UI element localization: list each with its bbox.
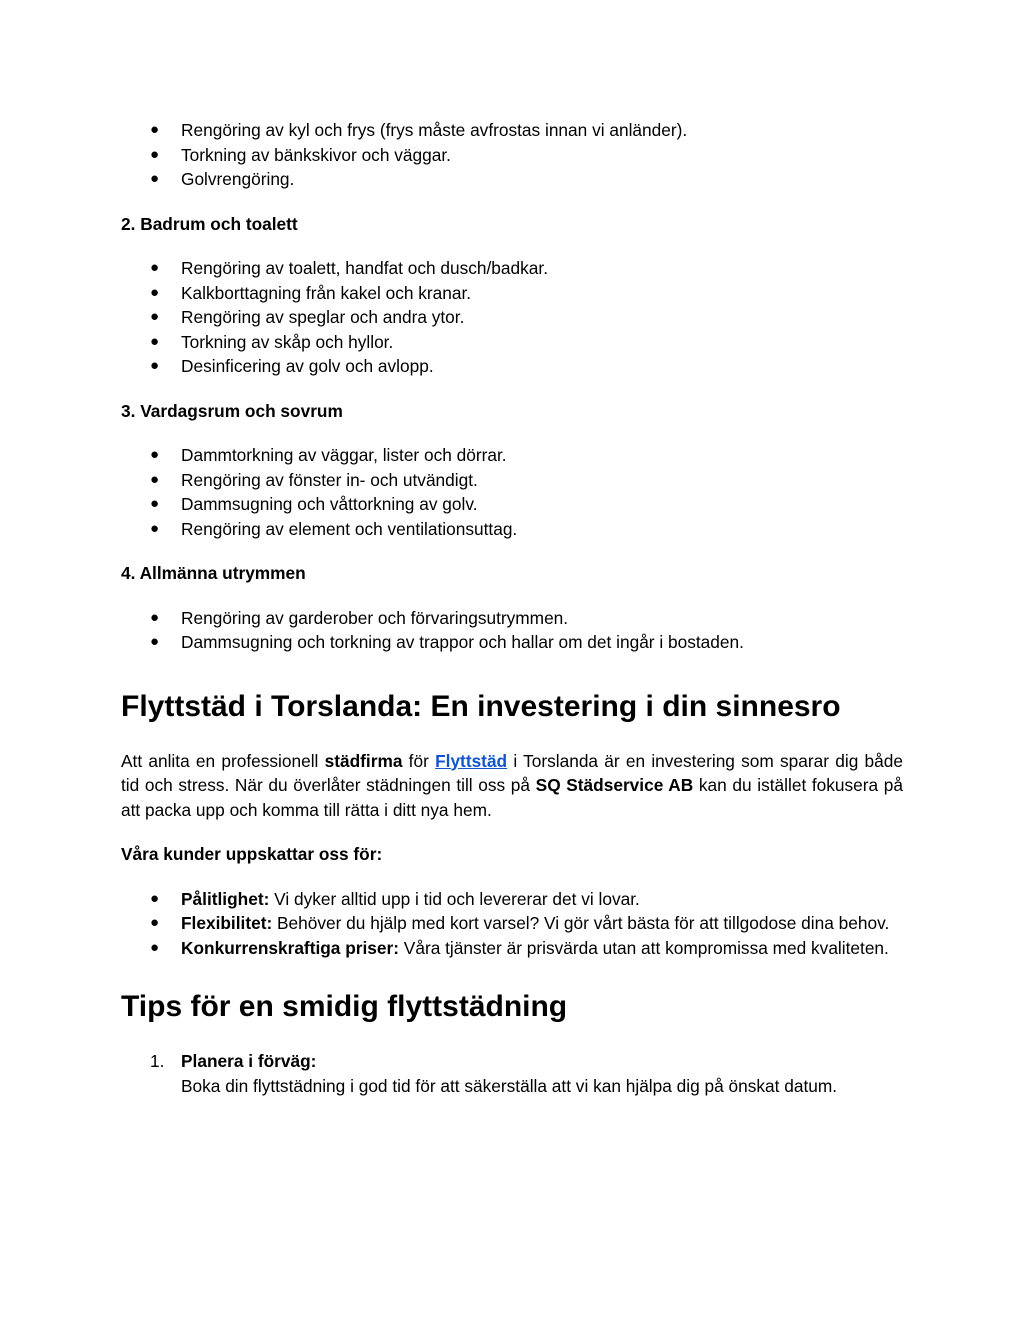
list-item: ● Rengöring av speglar och andra ytor. <box>121 305 903 330</box>
tips-list <box>121 1049 903 1098</box>
list-item: ● Torkning av skåp och hyllor. <box>121 330 903 355</box>
bullet-icon: ● <box>150 145 160 163</box>
bullet-icon: ● <box>150 608 160 626</box>
flyttstad-link[interactable]: Flyttstäd <box>435 750 508 771</box>
list-item: ● Rengöring av garderober och förvaringsutrymmen. <box>121 606 903 631</box>
bullet-icon: ● <box>150 283 160 301</box>
heading-investment: Flyttstäd i Torslanda: En investering i din sinnesro <box>121 689 841 723</box>
list-item: ● Flexibilitet: Behöver du hjälp med kort varsel? Vi gör vårt bästa för att tillgodose dina behov. <box>121 911 903 936</box>
tip-title: Planera i förväg: <box>181 1051 317 1071</box>
bullet-icon: ● <box>150 938 160 956</box>
list-item: ● Torkning av bänkskivor och väggar. <box>121 143 903 168</box>
list-number: 1. <box>150 1051 165 1071</box>
list-item: ● Rengöring av toalett, handfat och dusch/badkar. <box>121 256 903 281</box>
bullet-icon: ● <box>150 121 160 138</box>
list-item: ● Dammsugning och torkning av trappor och hallar om det ingår i bostaden. <box>121 630 903 655</box>
list-item: ● Desinficering av golv och avlopp. <box>121 354 903 379</box>
section-heading-customers: Våra kunder uppskattar oss för: <box>121 844 383 864</box>
list-item: ● Rengöring av element och ventilationsuttag. <box>121 517 903 542</box>
bullet-icon: ● <box>150 357 160 374</box>
section-heading-bathroom: 2. Badrum och toalett <box>121 213 298 234</box>
list-item: ● Konkurrenskraftiga priser: Våra tjänster är prisvärda utan att kompromissa med kvaliteten. <box>121 936 903 961</box>
list-item: ● Dammsugning och våttorkning av golv. <box>121 492 903 517</box>
living-list <box>121 443 903 541</box>
customers-list <box>121 887 903 961</box>
bullet-icon: ● <box>150 446 160 463</box>
bullet-icon: ● <box>150 259 160 276</box>
section-heading-common: 4. Allmänna utrymmen <box>121 563 306 583</box>
bullet-icon: ● <box>150 519 160 537</box>
bullet-icon: ● <box>150 332 160 350</box>
bullet-icon: ● <box>150 495 160 512</box>
bullet-icon: ● <box>150 914 160 931</box>
common-list <box>121 606 903 655</box>
list-item: ● Rengöring av fönster in- och utvändigt. <box>121 468 903 493</box>
investment-paragraph: Att anlita en professionell städfirma för Flyttstäd i Torslanda är en investering som sparar dig både tid och stress. När du överlåter städningen till oss på SQ Städservice AB kan du istället fokusera på att packa upp och komma till rätta i ditt nya hem. <box>121 750 904 820</box>
bathroom-list <box>121 256 903 379</box>
list-item: ● Kalkborttagning från kakel och kranar. <box>121 281 903 306</box>
bullet-icon: ● <box>150 170 160 187</box>
list-item: ● Dammtorkning av väggar, lister och dörrar. <box>121 443 903 468</box>
list-item: ● Pålitlighet: Vi dyker alltid upp i tid och levererar det vi lovar. <box>121 887 903 912</box>
heading-tips: Tips för en smidig flyttstädning <box>121 990 568 1023</box>
list-item <box>121 1049 903 1098</box>
section-heading-living: 3. Vardagsrum och sovrum <box>121 400 343 421</box>
bullet-icon: ● <box>150 470 160 488</box>
tip-text: Boka din flyttstädning i god tid för att säkerställa att vi kan hjälpa dig på önskat datum. <box>181 1075 838 1096</box>
bullet-icon: ● <box>150 633 160 650</box>
kitchen-list <box>121 118 903 192</box>
document-page <box>121 118 903 1098</box>
bullet-icon: ● <box>150 308 160 325</box>
list-item: ● Rengöring av kyl och frys (frys måste avfrostas innan vi anländer). <box>121 118 903 143</box>
bullet-icon: ● <box>150 889 160 907</box>
list-item: ● Golvrengöring. <box>121 167 903 192</box>
